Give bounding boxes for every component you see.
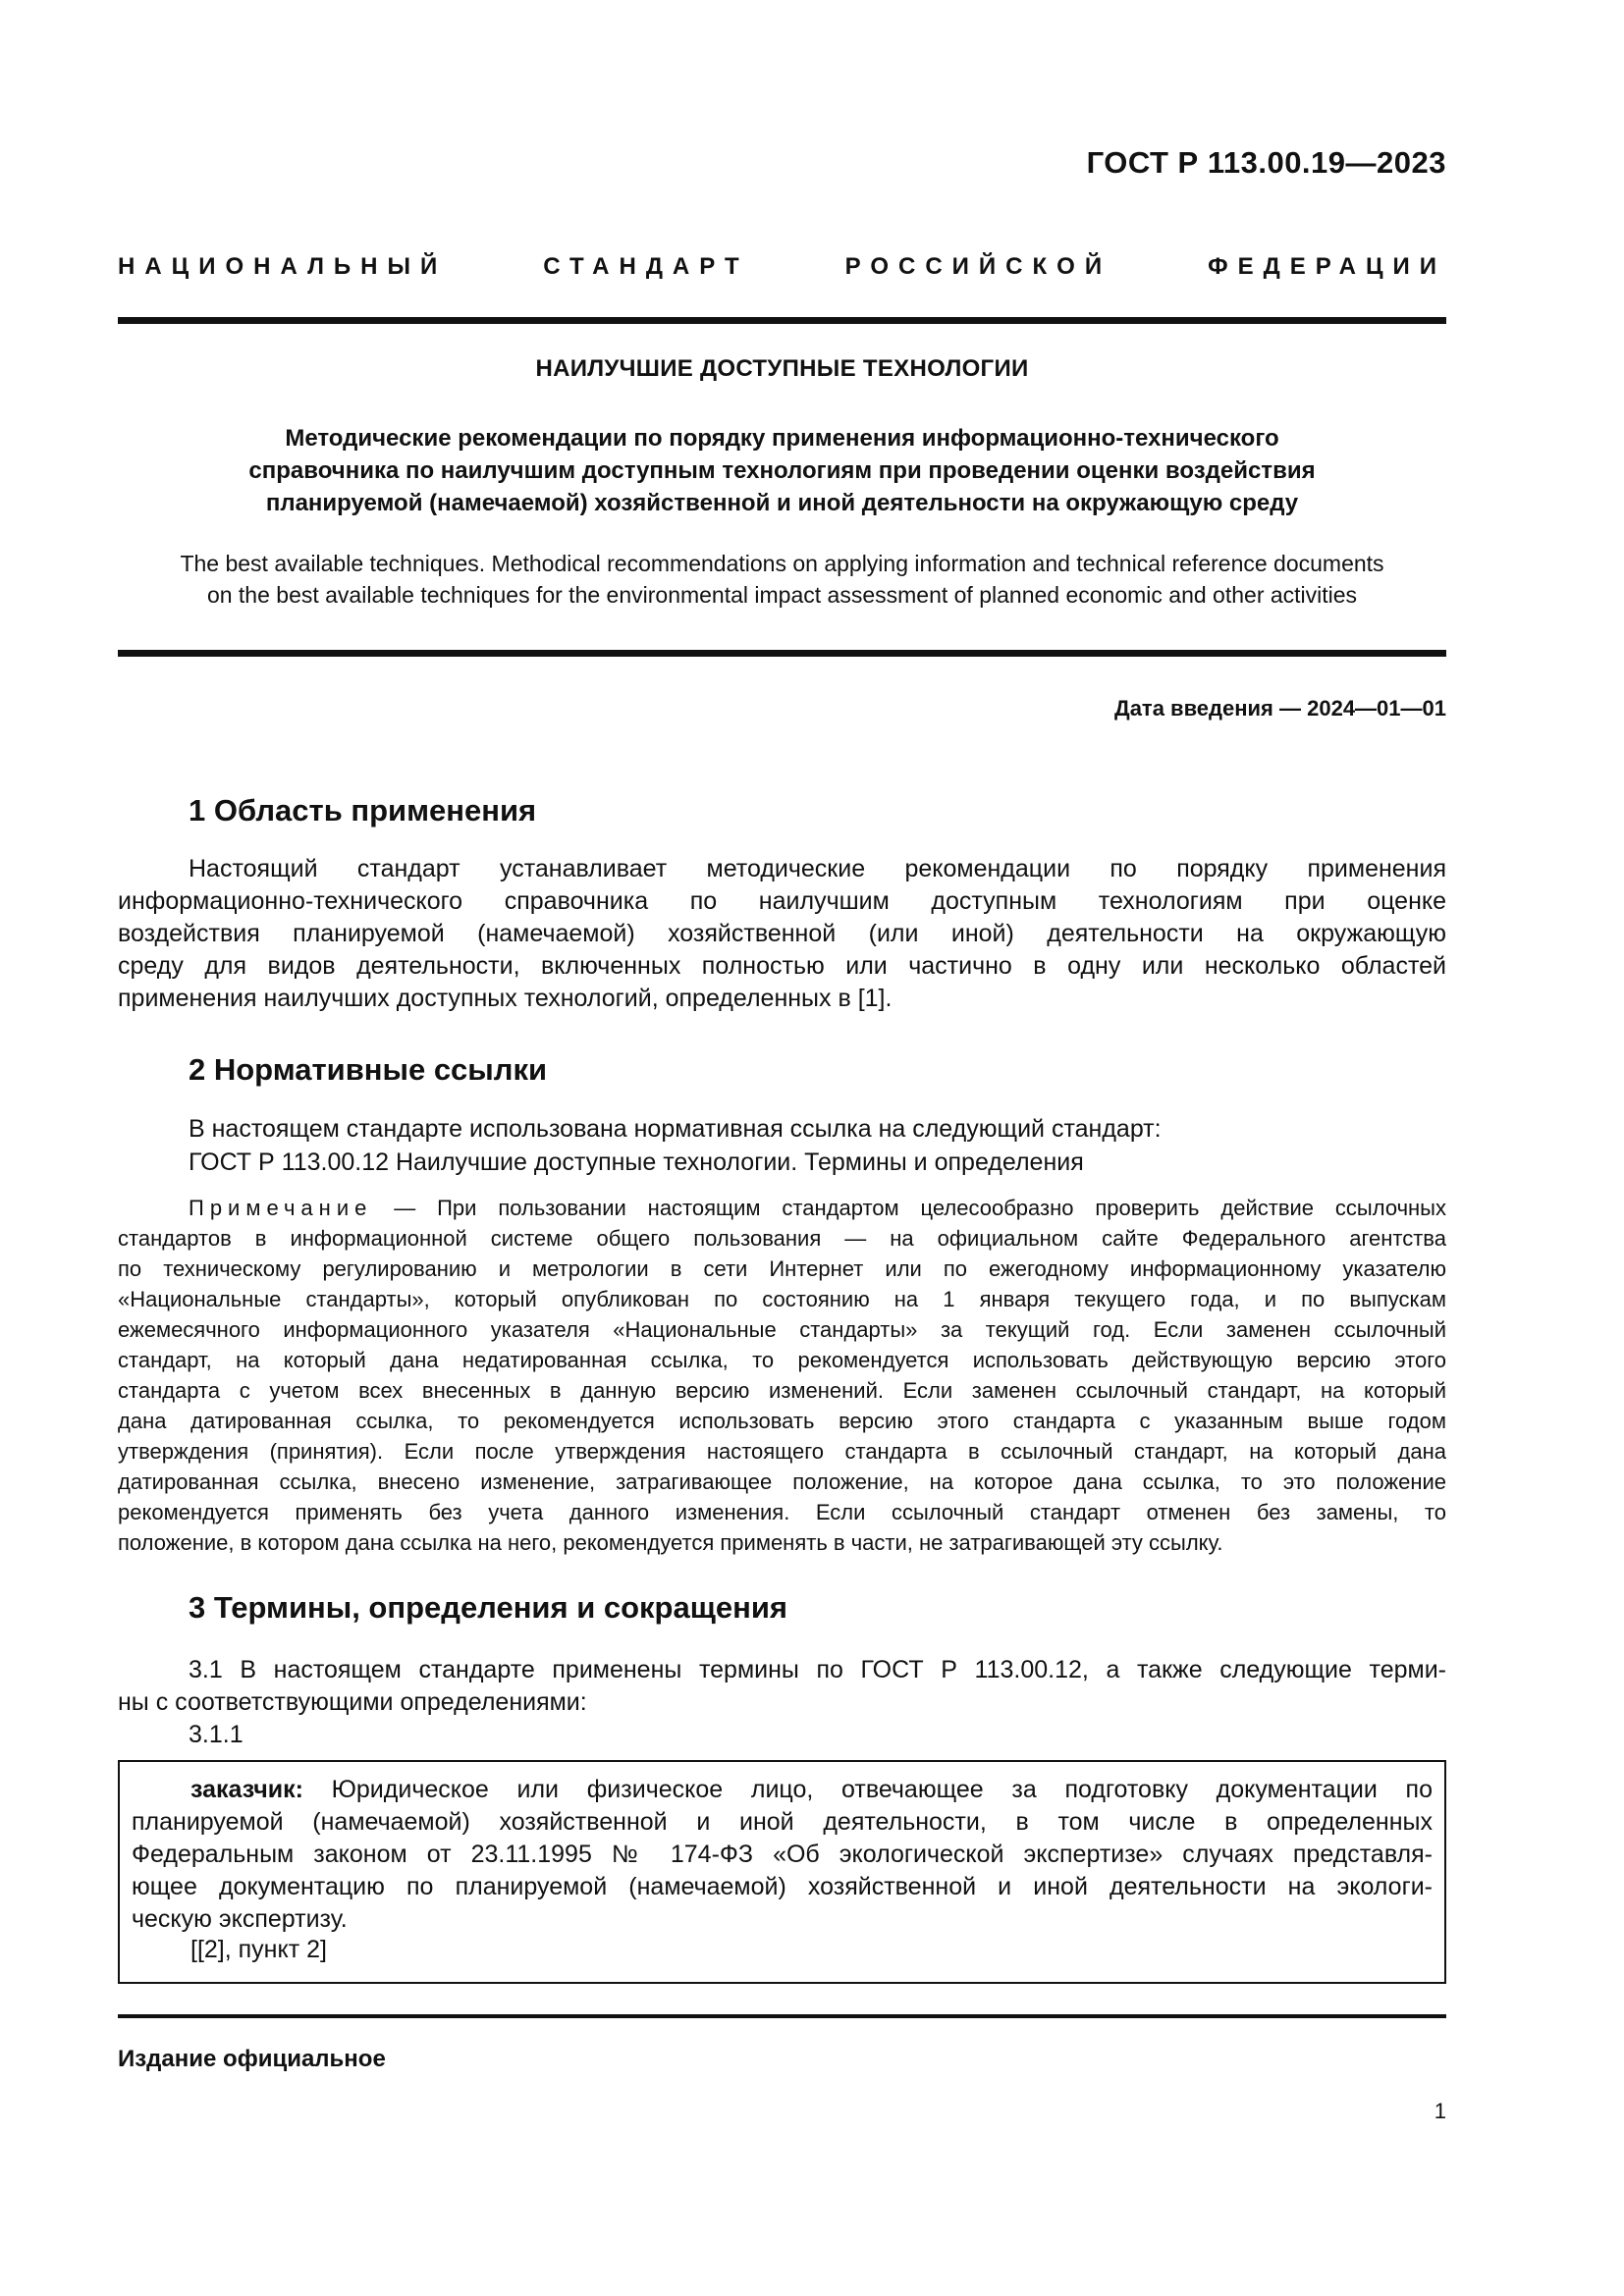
note-line <box>118 1193 1446 1223</box>
document-page <box>118 0 1446 2296</box>
note-line: рекомендуется применять без учета данного изменения. Если ссылочный стандарт отменен без замены, то <box>118 1500 1446 1524</box>
english-title-line: on the best available techniques for the environmental impact assessment of planned economic and other activities <box>206 582 1358 608</box>
national-standard-caption: НАЦИОНАЛЬНЫЙ СТАНДАРТ РОССИЙСКОЙ ФЕДЕРАЦИИ <box>118 253 1446 280</box>
introduction-date: Дата введения — 2024—01—01 <box>1114 696 1446 721</box>
note-line: утверждения (принятия). Если после утверждения настоящего стандарта в ссылочный стандарт, на который дана <box>118 1439 1446 1464</box>
note-label: Примечание <box>189 1196 373 1220</box>
note-line: стандарт, на который дана недатированная ссылка, то рекомендуется использовать действующую версию этого <box>118 1348 1446 1372</box>
term-line-text: Юридическое или физическое лицо, отвечающее за подготовку документации по <box>302 1776 1433 1803</box>
terms-intro-line: 3.1 В настоящем стандарте применены термины по ГОСТ Р 113.00.12, а также следующие терми- <box>189 1656 1446 1683</box>
subtitle-line: справочника по наилучшим доступным технологиям при проведении оценки воздействия <box>248 457 1316 484</box>
document-subtitle <box>118 422 1446 519</box>
section-1-heading: 1 Область применения <box>189 793 537 828</box>
page-number: 1 <box>1434 2099 1446 2123</box>
terms-intro <box>118 1654 1446 1719</box>
references-note <box>118 1193 1446 1558</box>
term-definition-box <box>118 1760 1446 1984</box>
note-line: положение, в котором дана ссылка на него, рекомендуется применять в части, не затрагивающей эту ссылку. <box>118 1530 1223 1555</box>
term-source: [[2], пункт 2] <box>190 1936 327 1963</box>
term-number: 3.1.1 <box>189 1721 244 1748</box>
paragraph-line: воздействия планируемой (намечаемой) хозяйственной (или иной) деятельности на окружающую <box>118 920 1446 947</box>
terms-intro-line: ны с соответствующими определениями: <box>118 1688 587 1716</box>
footer-divider <box>118 2014 1446 2018</box>
note-line: ежемесячного информационного указателя «Национальные стандарты» за текущий год. Если заменен ссылочный <box>118 1317 1446 1342</box>
note-line: датированная ссылка, внесено изменение, затрагивающее положение, на которое дана ссылка, то это положение <box>118 1469 1446 1494</box>
english-title <box>118 548 1446 611</box>
references-intro: В настоящем стандарте использована нормативная ссылка на следующий стандарт: <box>189 1115 1162 1143</box>
note-line: дана датированная ссылка, то рекомендуется использовать версию этого стандарта с указанным выше годом <box>118 1409 1446 1433</box>
paragraph-line: Настоящий стандарт устанавливает методические рекомендации по порядку применения <box>189 855 1446 882</box>
paragraph-line: информационно-технического справочника по наилучшим доступным технологиям при оценке <box>118 887 1446 915</box>
subtitle-line: Методические рекомендации по порядку применения информационно-технического <box>285 425 1279 452</box>
reference-entry: ГОСТ Р 113.00.12 Наилучшие доступные технологии. Термины и определения <box>189 1148 1084 1176</box>
top-divider <box>118 317 1446 324</box>
note-line: стандартов в информационной системе общего пользования — на официальном сайте Федерального агентства <box>118 1226 1446 1251</box>
official-edition-label: Издание официальное <box>118 2046 386 2072</box>
section-2-heading: 2 Нормативные ссылки <box>189 1052 548 1087</box>
term-line: Федеральным законом от 23.11.1995 № 174-ФЗ «Об экологической экспертизе» случаях представля- <box>132 1841 1433 1868</box>
note-line: стандарта с учетом всех внесенных в данную версию изменений. Если заменен ссылочный стандарт, на который <box>118 1378 1446 1403</box>
term-definition <box>132 1774 1433 1936</box>
section-1-paragraph <box>118 853 1446 1015</box>
term-line: ющее документацию по планируемой (намечаемой) хозяйственной и иной деятельности на экологи- <box>132 1873 1433 1900</box>
term-name: заказчик: <box>190 1776 303 1803</box>
standard-code: ГОСТ Р 113.00.19—2023 <box>1086 145 1446 180</box>
paragraph-line: среду для видов деятельности, включенных полностью или частично в одну или несколько областей <box>118 952 1446 980</box>
title-divider <box>118 650 1446 657</box>
paragraph-line: применения наилучших доступных технологий, определенных в [1]. <box>118 985 893 1012</box>
note-line: «Национальные стандарты», который опубликован по состоянию на 1 января текущего года, и по выпускам <box>118 1287 1446 1311</box>
english-title-line: The best available techniques. Methodical recommendations on applying information and technical reference documents <box>180 551 1384 576</box>
term-line <box>132 1774 1433 1806</box>
term-line: ческую экспертизу. <box>132 1905 348 1933</box>
section-3-heading: 3 Термины, определения и сокращения <box>189 1590 787 1625</box>
subtitle-line: планируемой (намечаемой) хозяйственной и иной деятельности на окружающую среду <box>265 490 1299 516</box>
note-line: по техническому регулированию и метрологии в сети Интернет или по ежегодному информационному указателю <box>118 1256 1446 1281</box>
term-line: планируемой (намечаемой) хозяйственной и иной деятельности, в том числе в определенных <box>132 1808 1433 1836</box>
note-line-text: — При пользовании настоящим стандартом целесообразно проверить действие ссылочных <box>372 1196 1446 1220</box>
document-title: НАИЛУЧШИЕ ДОСТУПНЫЕ ТЕХНОЛОГИИ <box>535 355 1029 382</box>
